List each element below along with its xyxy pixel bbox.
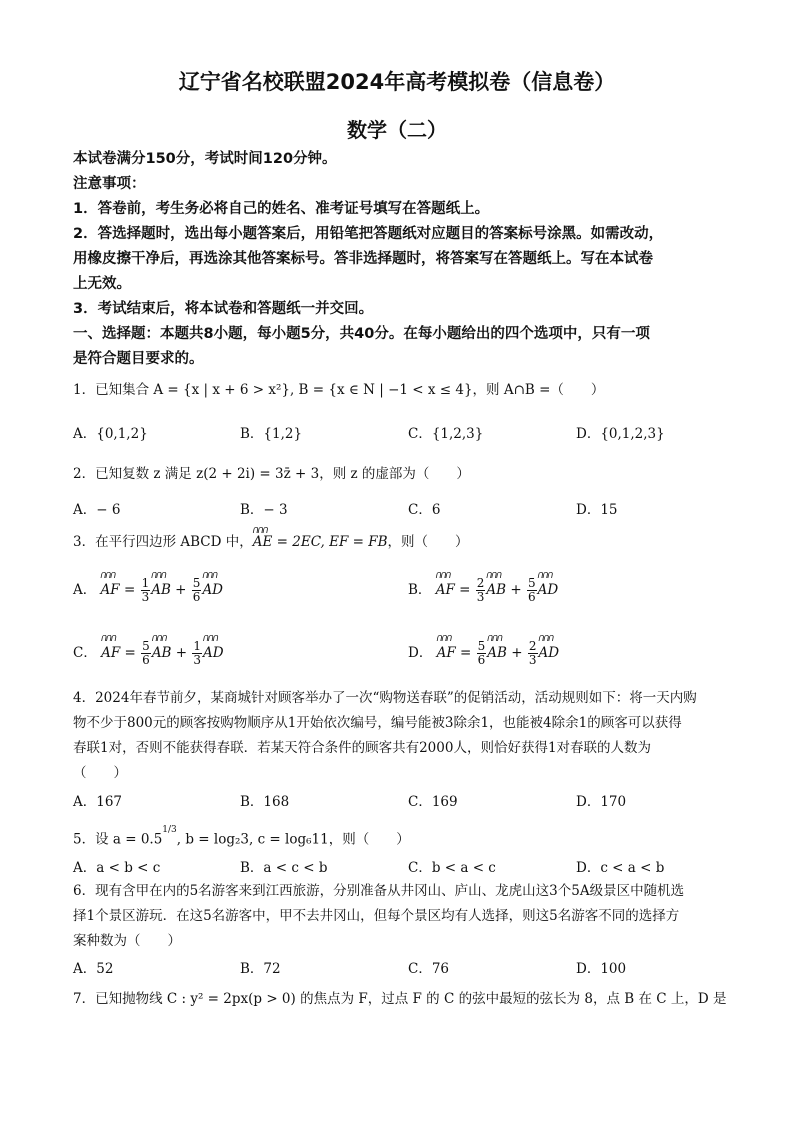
question-3-stem-pre: 3．在平行四边形 ABCD 中， xyxy=(73,534,253,550)
question-4-line-1: 4．2024年春节前夕，某商城针对顾客举办了一次“购物送春联”的促销活动，活动规则如下：将一天内购 xyxy=(73,690,697,706)
question-2-option-b[interactable]: B．− 3 xyxy=(240,502,288,518)
question-6-option-b[interactable]: B．72 xyxy=(240,961,281,977)
question-4-option-b[interactable]: B．168 xyxy=(240,794,290,810)
question-1-option-a[interactable]: A．{0,1,2} xyxy=(73,426,148,442)
question-5-option-a[interactable]: A．a < b < c xyxy=(73,860,161,876)
question-2-option-d[interactable]: D．15 xyxy=(576,502,618,518)
exam-subtitle: 数学（二） xyxy=(347,118,447,142)
question-4-option-a[interactable]: A．167 xyxy=(73,794,123,810)
vector-ad: ꓵꓵꓵ AD xyxy=(203,645,224,661)
fraction: $\frac{5}{6}$ xyxy=(142,639,150,667)
notes-item-1: 1．答卷前，考生务必将自己的姓名、准考证号填写在答题纸上。 xyxy=(73,201,490,217)
vector-af: ꓵꓵꓵ AF = xyxy=(436,582,471,598)
question-5-exponent: 1/3 xyxy=(162,825,177,835)
fraction: $\frac{2}{3}$ xyxy=(528,639,537,667)
fraction: $\frac{5}{6}$ xyxy=(527,576,536,604)
vector-af: ꓵꓵꓵ AF = xyxy=(437,645,472,661)
question-4-option-c[interactable]: C．169 xyxy=(408,794,458,810)
question-5-option-c[interactable]: C．b < a < c xyxy=(408,860,496,876)
question-6-option-d[interactable]: D．100 xyxy=(576,961,627,977)
question-2-option-c[interactable]: C．6 xyxy=(408,502,441,518)
question-3-vector-condition: ꓵꓵꓵ AE = 2EC, EF = FB xyxy=(253,533,388,551)
question-5-option-d[interactable]: D．c < a < b xyxy=(576,860,665,876)
vector-ab: ꓵꓵꓵ AB xyxy=(486,582,506,598)
question-3-option-b[interactable]: B． ꓵꓵꓵ AF = $\frac{2}{3}$ ꓵꓵꓵ AB + $\frac{5}{6}$ ꓵꓵꓵ AD xyxy=(408,577,558,604)
notes-item-2c: 上无效。 xyxy=(73,276,131,292)
question-3-option-a[interactable]: A． ꓵꓵꓵ AF = $\frac{1}{3}$ ꓵꓵꓵ AB + $\frac{5}{6}$ ꓵꓵꓵ AD xyxy=(73,577,223,604)
question-4-line-2: 物不少于800元的顾客按购物顺序从1开始依次编号，编号能被3除余1，也能被4除余1的顾客可以获得 xyxy=(73,715,682,731)
question-1-stem: 1．已知集合 A = {x | x + 6 > x²}, B = {x ∈ N | −1 < x ≤ 4}，则 A∩B =（ ） xyxy=(73,382,605,398)
option-label: D． xyxy=(408,645,433,661)
question-6-line-1: 6．现有含甲在内的5名游客来到江西旅游，分别准备从井冈山、庐山、龙虎山这3个5A级景区中随机选 xyxy=(73,883,685,899)
fraction: $\frac{2}{3}$ xyxy=(476,576,485,604)
option-label: A． xyxy=(73,582,97,598)
question-3-option-c[interactable]: C． ꓵꓵꓵ AF = $\frac{5}{6}$ ꓵꓵꓵ AB + $\frac{1}{3}$ ꓵꓵꓵ AD xyxy=(73,640,224,667)
question-3-option-d[interactable]: D． ꓵꓵꓵ AF = $\frac{5}{6}$ ꓵꓵꓵ AB + $\frac{2}{3}$ ꓵꓵꓵ AD xyxy=(408,640,559,667)
question-1-option-d[interactable]: D．{0,1,2,3} xyxy=(576,426,665,442)
vector-ad: ꓵꓵꓵ AD xyxy=(538,582,559,598)
notes-item-2a: 2．答选择题时，选出每小题答案后，用铅笔把答题纸对应题目的答案标号涂黑。如需改动， xyxy=(73,226,664,242)
option-label: B． xyxy=(408,582,432,598)
question-5-stem-post: , b = log₂3, c = log₆11，则（ ） xyxy=(176,831,410,848)
vector-ad: ꓵꓵꓵ AD xyxy=(202,582,223,598)
vector-ab: ꓵꓵꓵ AB xyxy=(151,582,171,598)
fraction: $\frac{1}{3}$ xyxy=(193,639,202,667)
question-5-stem-pre: 5．设 a = 0.5 xyxy=(73,831,163,848)
vector-af: ꓵꓵꓵ AF = xyxy=(101,582,136,598)
question-6-line-3: 案种数为（ ） xyxy=(73,933,181,949)
question-7-line-1: 7．已知抛物线 C : y² = 2px(p > 0) 的焦点为 F，过点 F 的 C 的弦中最短的弦长为 8，点 B 在 C 上，D 是 xyxy=(73,991,727,1007)
question-2-option-a[interactable]: A．− 6 xyxy=(73,502,121,518)
vector-af: ꓵꓵꓵ AF = xyxy=(101,645,136,661)
fraction: $\frac{5}{6}$ xyxy=(477,639,486,667)
notes-item-2b: 用橡皮擦干净后，再选涂其他答案标号。答非选择题时，将答案写在答题纸上。写在本试卷 xyxy=(73,251,653,267)
exam-title: 辽宁省名校联盟2024年高考模拟卷（信息卷） xyxy=(178,70,616,94)
question-5-stem xyxy=(73,827,733,849)
question-4-line-4: （ ） xyxy=(73,765,127,781)
question-5-option-b[interactable]: B．a < c < b xyxy=(240,860,328,876)
question-1-option-b[interactable]: B．{1,2} xyxy=(240,426,303,442)
notes-item-3: 3．考试结束后，将本试卷和答题纸一并交回。 xyxy=(73,301,374,317)
option-label: C． xyxy=(73,645,97,661)
vector-ab: ꓵꓵꓵ AB xyxy=(152,645,172,661)
vector-ad: ꓵꓵꓵ AD xyxy=(539,645,560,661)
question-1-option-c[interactable]: C．{1,2,3} xyxy=(408,426,484,442)
question-6-option-c[interactable]: C．76 xyxy=(408,961,450,977)
question-4-option-d[interactable]: D．170 xyxy=(576,794,627,810)
question-2-stem: 2．已知复数 z 满足 z(2 + 2i) = 3z̄ + 3，则 z 的虚部为（ ） xyxy=(73,466,470,482)
section-heading-1: 一、选择题：本题共8小题，每小题5分，共40分。在每小题给出的四个选项中，只有一项 xyxy=(73,326,650,342)
notes-heading: 注意事项： xyxy=(73,176,146,192)
exam-info: 本试卷满分150分，考试时间120分钟。 xyxy=(73,151,337,167)
question-3-stem xyxy=(73,533,733,551)
question-4-line-3: 春联1对，否则不能获得春联．若某天符合条件的顾客共有2000人，则恰好获得1对春联的人数为 xyxy=(73,740,652,756)
question-6-line-2: 择1个景区游玩．在这5名游客中，甲不去井冈山，但每个景区均有人选择，则这5名游客不同的选择方 xyxy=(73,908,680,924)
vector-ab: ꓵꓵꓵ AB xyxy=(487,645,507,661)
fraction: $\frac{1}{3}$ xyxy=(141,576,150,604)
question-6-option-a[interactable]: A．52 xyxy=(73,961,114,977)
fraction: $\frac{5}{6}$ xyxy=(192,576,201,604)
section-heading-2: 是符合题目要求的。 xyxy=(73,351,204,367)
question-3-stem-post: ，则（ ） xyxy=(387,534,469,550)
